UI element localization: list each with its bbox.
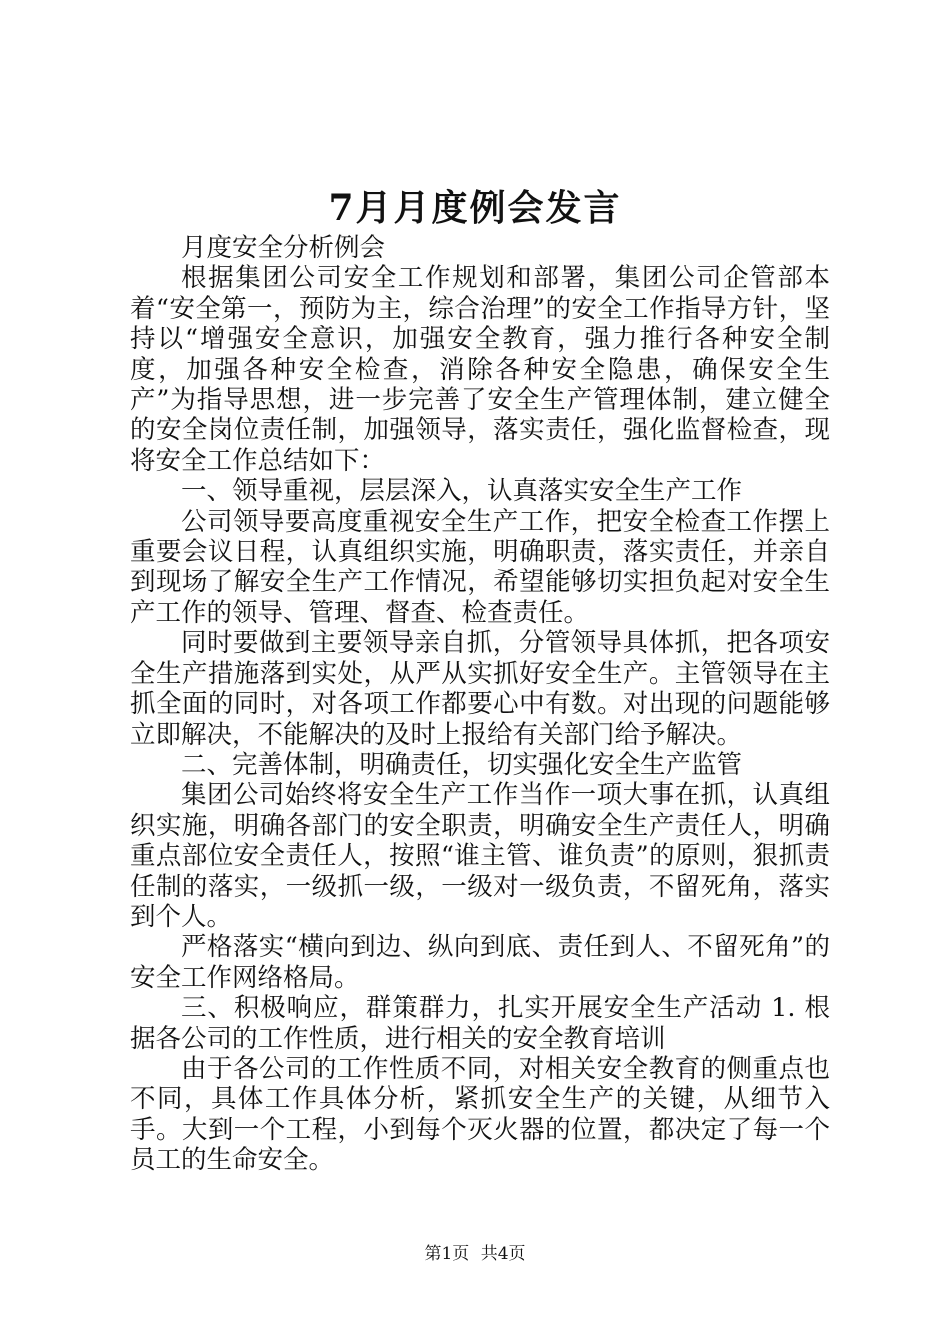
page-number: 第1页 — [424, 1244, 470, 1264]
page-footer — [0, 1243, 950, 1265]
paragraph-intro: 根据集团公司安全工作规划和部署，集团公司企管部本着“安全第一，预防为主，综合治理”的安全工作指导方针，坚持以“增强安全意识，加强安全教育，强力推行各种安全制度，加强各种安全检查，消除各种安全隐患，确保安全生产”为指导思想，进一步完善了安全生产管理体制，建立健全的安全岗位责任制，加强领导，落实责任，强化监督检查，现将安全工作总结如下： — [130, 263, 830, 476]
section-heading-3: 三、积极响应，群策群力，扎实开展安全生产活动 1. 根据各公司的工作性质，进行相关的安全教育培训 — [130, 993, 830, 1054]
paragraph: 同时要做到主要领导亲自抓，分管领导具体抓，把各项安全生产措施落到实处，从严从实抓好安全生产。主管领导在主抓全面的同时，对各项工作都要心中有数。对出现的问题能够立即解决，不能解决的及时上报给有关部门给予解决。 — [130, 628, 830, 750]
paragraph: 集团公司始终将安全生产工作当作一项大事在抓，认真组织实施，明确各部门的安全职责，明确安全生产责任人，明确重点部位安全责任人，按照“谁主管、谁负责”的原则，狠抓责任制的落实，一级抓一级，一级对一级负责，不留死角，落实到个人。 — [130, 780, 830, 932]
paragraph-subtitle: 月度安全分析例会 — [181, 233, 386, 263]
section-heading-2: 二、完善体制，明确责任，切实强化安全生产监管 — [181, 749, 743, 780]
section-heading-1: 一、领导重视，层层深入，认真落实安全生产工作 — [181, 476, 743, 507]
document-body — [130, 233, 830, 1176]
paragraph: 由于各公司的工作性质不同，对相关安全教育的侧重点也不同，具体工作具体分析，紧抓安全生产的关键，从细节入手。大到一个工程，小到每个灭火器的位置，都决定了每一个员工的生命安全。 — [130, 1053, 830, 1176]
page-total: 共4页 — [480, 1244, 526, 1264]
paragraph: 严格落实“横向到边、纵向到底、责任到人、不留死角”的安全工作网络格局。 — [130, 932, 830, 993]
paragraph: 公司领导要高度重视安全生产工作，把安全检查工作摆上重要会议日程，认真组织实施，明确职责，落实责任，并亲自到现场了解安全生产工作情况，希望能够切实担负起对安全生产工作的领导、管理、督查、检查责任。 — [130, 506, 830, 628]
page-title: 7月月度例会发言 — [328, 187, 622, 229]
